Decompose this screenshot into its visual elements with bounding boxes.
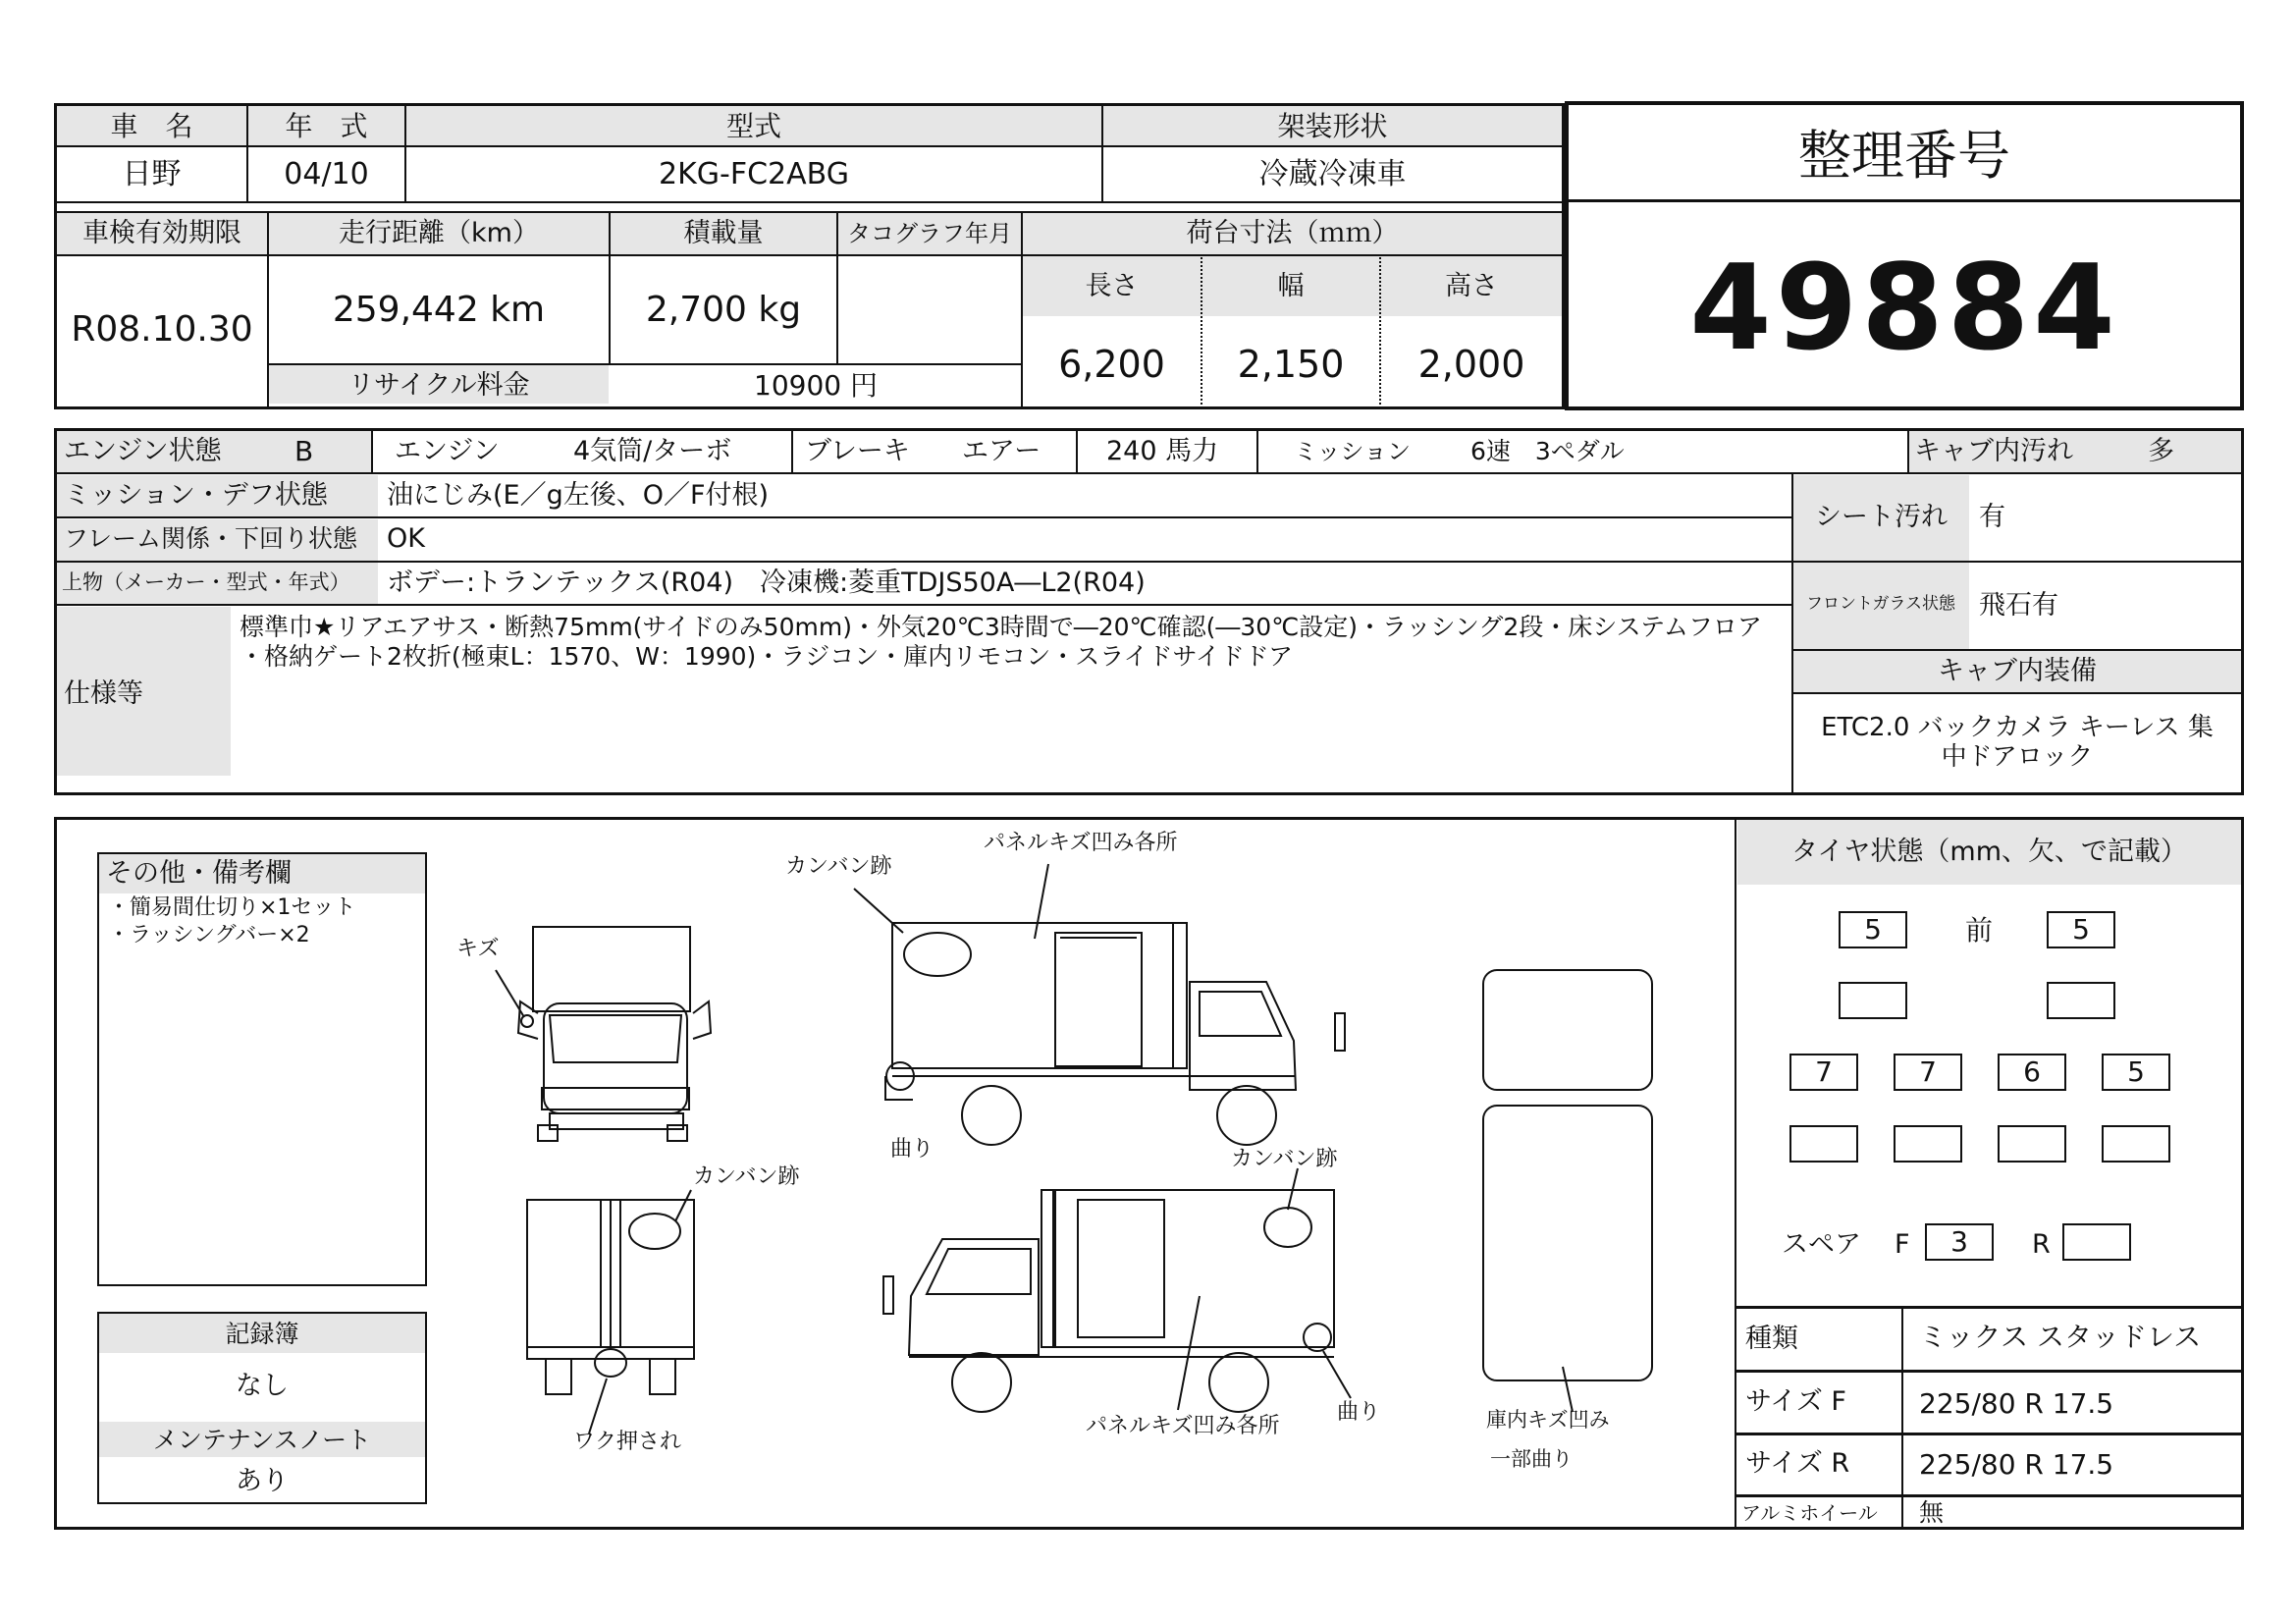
mileage-label: 走行距離（km） (339, 218, 539, 248)
note-magari2: 曲り (1337, 1400, 1381, 1425)
note-waku: ワク押され (573, 1430, 682, 1454)
tire-rear-1: 7 (1789, 1054, 1858, 1091)
bed-label: 荷台寸法（ｍｍ） (1186, 218, 1399, 248)
truck-top-view (1483, 970, 1652, 1412)
alu-label: アルミホイール (1741, 1501, 1878, 1525)
spare-r-label: R (2032, 1229, 2051, 1260)
seat-label: シート汚れ (1815, 502, 1948, 532)
mission-label: ミッション (1294, 438, 1412, 465)
cab-equip-line2: 中ドアロック (1941, 742, 2094, 772)
width-label: 幅 (1277, 271, 1305, 301)
truck-front-view (496, 927, 711, 1141)
engine-state-label: エンジン状態 (64, 436, 222, 466)
body-type: 冷蔵冷凍車 (1258, 157, 1407, 191)
record-label: 記録簿 (225, 1320, 299, 1348)
tire-front-left-extra (1839, 982, 1907, 1019)
size-f: 225/80 R 17.5 (1919, 1387, 2114, 1420)
size-f-label: サイズ F (1745, 1386, 1846, 1417)
tire-rear-2-extra (1894, 1125, 1962, 1163)
upper: ボデー:トランテックス(R04) 冷凍機:菱重TDJS50A―L2(R04) (387, 568, 1146, 598)
tire-rear-3-extra (1998, 1125, 2066, 1163)
height-label: 高さ (1445, 271, 1498, 301)
tire-front-left: 5 (1839, 911, 1907, 948)
note-inner1: 庫内キズ凹み (1486, 1408, 1610, 1432)
height-value: 2,000 (1417, 343, 1525, 386)
recycle-label: リサイクル料金 (347, 370, 530, 401)
front-label: 前 (1965, 914, 1994, 947)
cab-equip-label: キャブ内装備 (1938, 656, 2097, 686)
ref-number: 49884 (1689, 241, 2119, 377)
tire-rear-1-extra (1789, 1125, 1858, 1163)
upper-label: 上物（メーカー・型式・年式） (62, 570, 350, 594)
mission: 6速 3ペダル (1470, 437, 1625, 465)
type: ミックス スタッドレス (1919, 1321, 2202, 1353)
car-name-label: 車 名 (110, 110, 193, 142)
note-kanban1: カンバン跡 (785, 854, 892, 879)
engine-state: B (294, 435, 314, 467)
truck-side-view-left (854, 864, 1345, 1145)
maint: あり (236, 1466, 289, 1496)
spare-f: 3 (1925, 1223, 1994, 1261)
year: 04/10 (284, 157, 369, 191)
length-label: 長さ (1085, 271, 1139, 301)
brake-label: ブレーキ (805, 436, 910, 466)
alu: 無 (1919, 1498, 1945, 1527)
mileage: 259,442 km (332, 290, 546, 330)
car-name: 日野 (122, 157, 182, 191)
mission-diff-label: ミッション・デフ状態 (64, 480, 328, 511)
inspection: R08.10.30 (71, 309, 253, 350)
note-panel2: パネルキズ凹み各所 (1086, 1414, 1280, 1438)
glass: 飛石有 (1979, 590, 2058, 621)
cab-equip-line1: ETC2.0 バックカメラ キーレス 集 (1821, 713, 2214, 742)
note-kanban3: カンバン跡 (1231, 1147, 1338, 1171)
year-label: 年 式 (285, 110, 368, 142)
note-kanban2: カンバン跡 (693, 1164, 800, 1189)
inspection-label: 車検有効期限 (82, 218, 241, 248)
size-r-label: サイズ R (1745, 1448, 1850, 1479)
spare-f-label: F (1895, 1229, 1910, 1260)
seat: 有 (1979, 502, 2005, 532)
mission-diff: 油にじみ(E／g左後、O／F付根) (387, 480, 770, 511)
tire-rear-4-extra (2102, 1125, 2170, 1163)
length-value: 6,200 (1058, 343, 1165, 386)
maint-label: メンテナンスノート (152, 1426, 372, 1454)
engine: 4気筒/ターボ (573, 436, 732, 466)
horsepower: 240 馬力 (1106, 436, 1219, 466)
note-kizu: キズ (456, 937, 500, 961)
record: なし (236, 1371, 289, 1401)
engine-label: エンジン (395, 436, 500, 466)
equip-line1: 標準巾★リアエアサス・断熱75mm(サイドのみ50mm)・外気20℃3時間で―20℃確認(―30℃設定)・ラッシング2段・床システムフロア (240, 613, 1762, 641)
capacity-label: 積載量 (683, 218, 764, 248)
equip-line2: ・格納ゲート2枚折(極東L：1570、W：1990)・ラジコン・庫内リモコン・スライドサイドドア (240, 642, 1294, 671)
remarks-title: その他・備考欄 (106, 858, 292, 889)
frame-label: フレーム関係・下回り状態 (64, 524, 358, 553)
equip-label: 仕様等 (64, 678, 143, 709)
note-inner2: 一部曲り (1490, 1447, 1573, 1471)
remarks-line2: ・ラッシングバー×2 (108, 923, 310, 947)
note-magari1: 曲り (890, 1137, 934, 1162)
cab-dirt-label: キャブ内汚れ (1914, 436, 2073, 466)
tire-rear-2: 7 (1894, 1054, 1962, 1091)
truck-side-view-right (883, 1168, 1351, 1412)
capacity: 2,700 kg (645, 290, 802, 330)
frame: OK (387, 523, 425, 554)
width-value: 2,150 (1237, 343, 1345, 386)
tacho-label: タコグラフ年月 (847, 220, 1012, 247)
tire-front-right-extra (2047, 982, 2115, 1019)
spare-r (2062, 1223, 2131, 1261)
tire-rear-4: 5 (2102, 1054, 2170, 1091)
tires-title: タイヤ状態（mm、欠、で記載） (1790, 837, 2188, 867)
size-r: 225/80 R 17.5 (1919, 1448, 2114, 1481)
tire-rear-3: 6 (1998, 1054, 2066, 1091)
body-type-label: 架装形状 (1277, 110, 1388, 142)
tire-front-right: 5 (2047, 911, 2115, 948)
model-label: 型式 (725, 110, 781, 142)
type-label: 種類 (1745, 1324, 1798, 1354)
spare-label: スペア (1782, 1229, 1861, 1260)
note-panel1: パネルキズ凹み各所 (984, 831, 1178, 855)
model: 2KG-FC2ABG (659, 157, 849, 191)
brake: エアー (962, 436, 1041, 466)
truck-rear-view (527, 1190, 694, 1434)
glass-label: フロントガラス状態 (1806, 594, 1955, 614)
ref-label: 整理番号 (1798, 125, 2010, 187)
cab-dirt: 多 (2148, 436, 2174, 466)
remarks-line1: ・簡易間仕切り×1セット (108, 895, 356, 920)
recycle: 10900 円 (754, 369, 878, 402)
